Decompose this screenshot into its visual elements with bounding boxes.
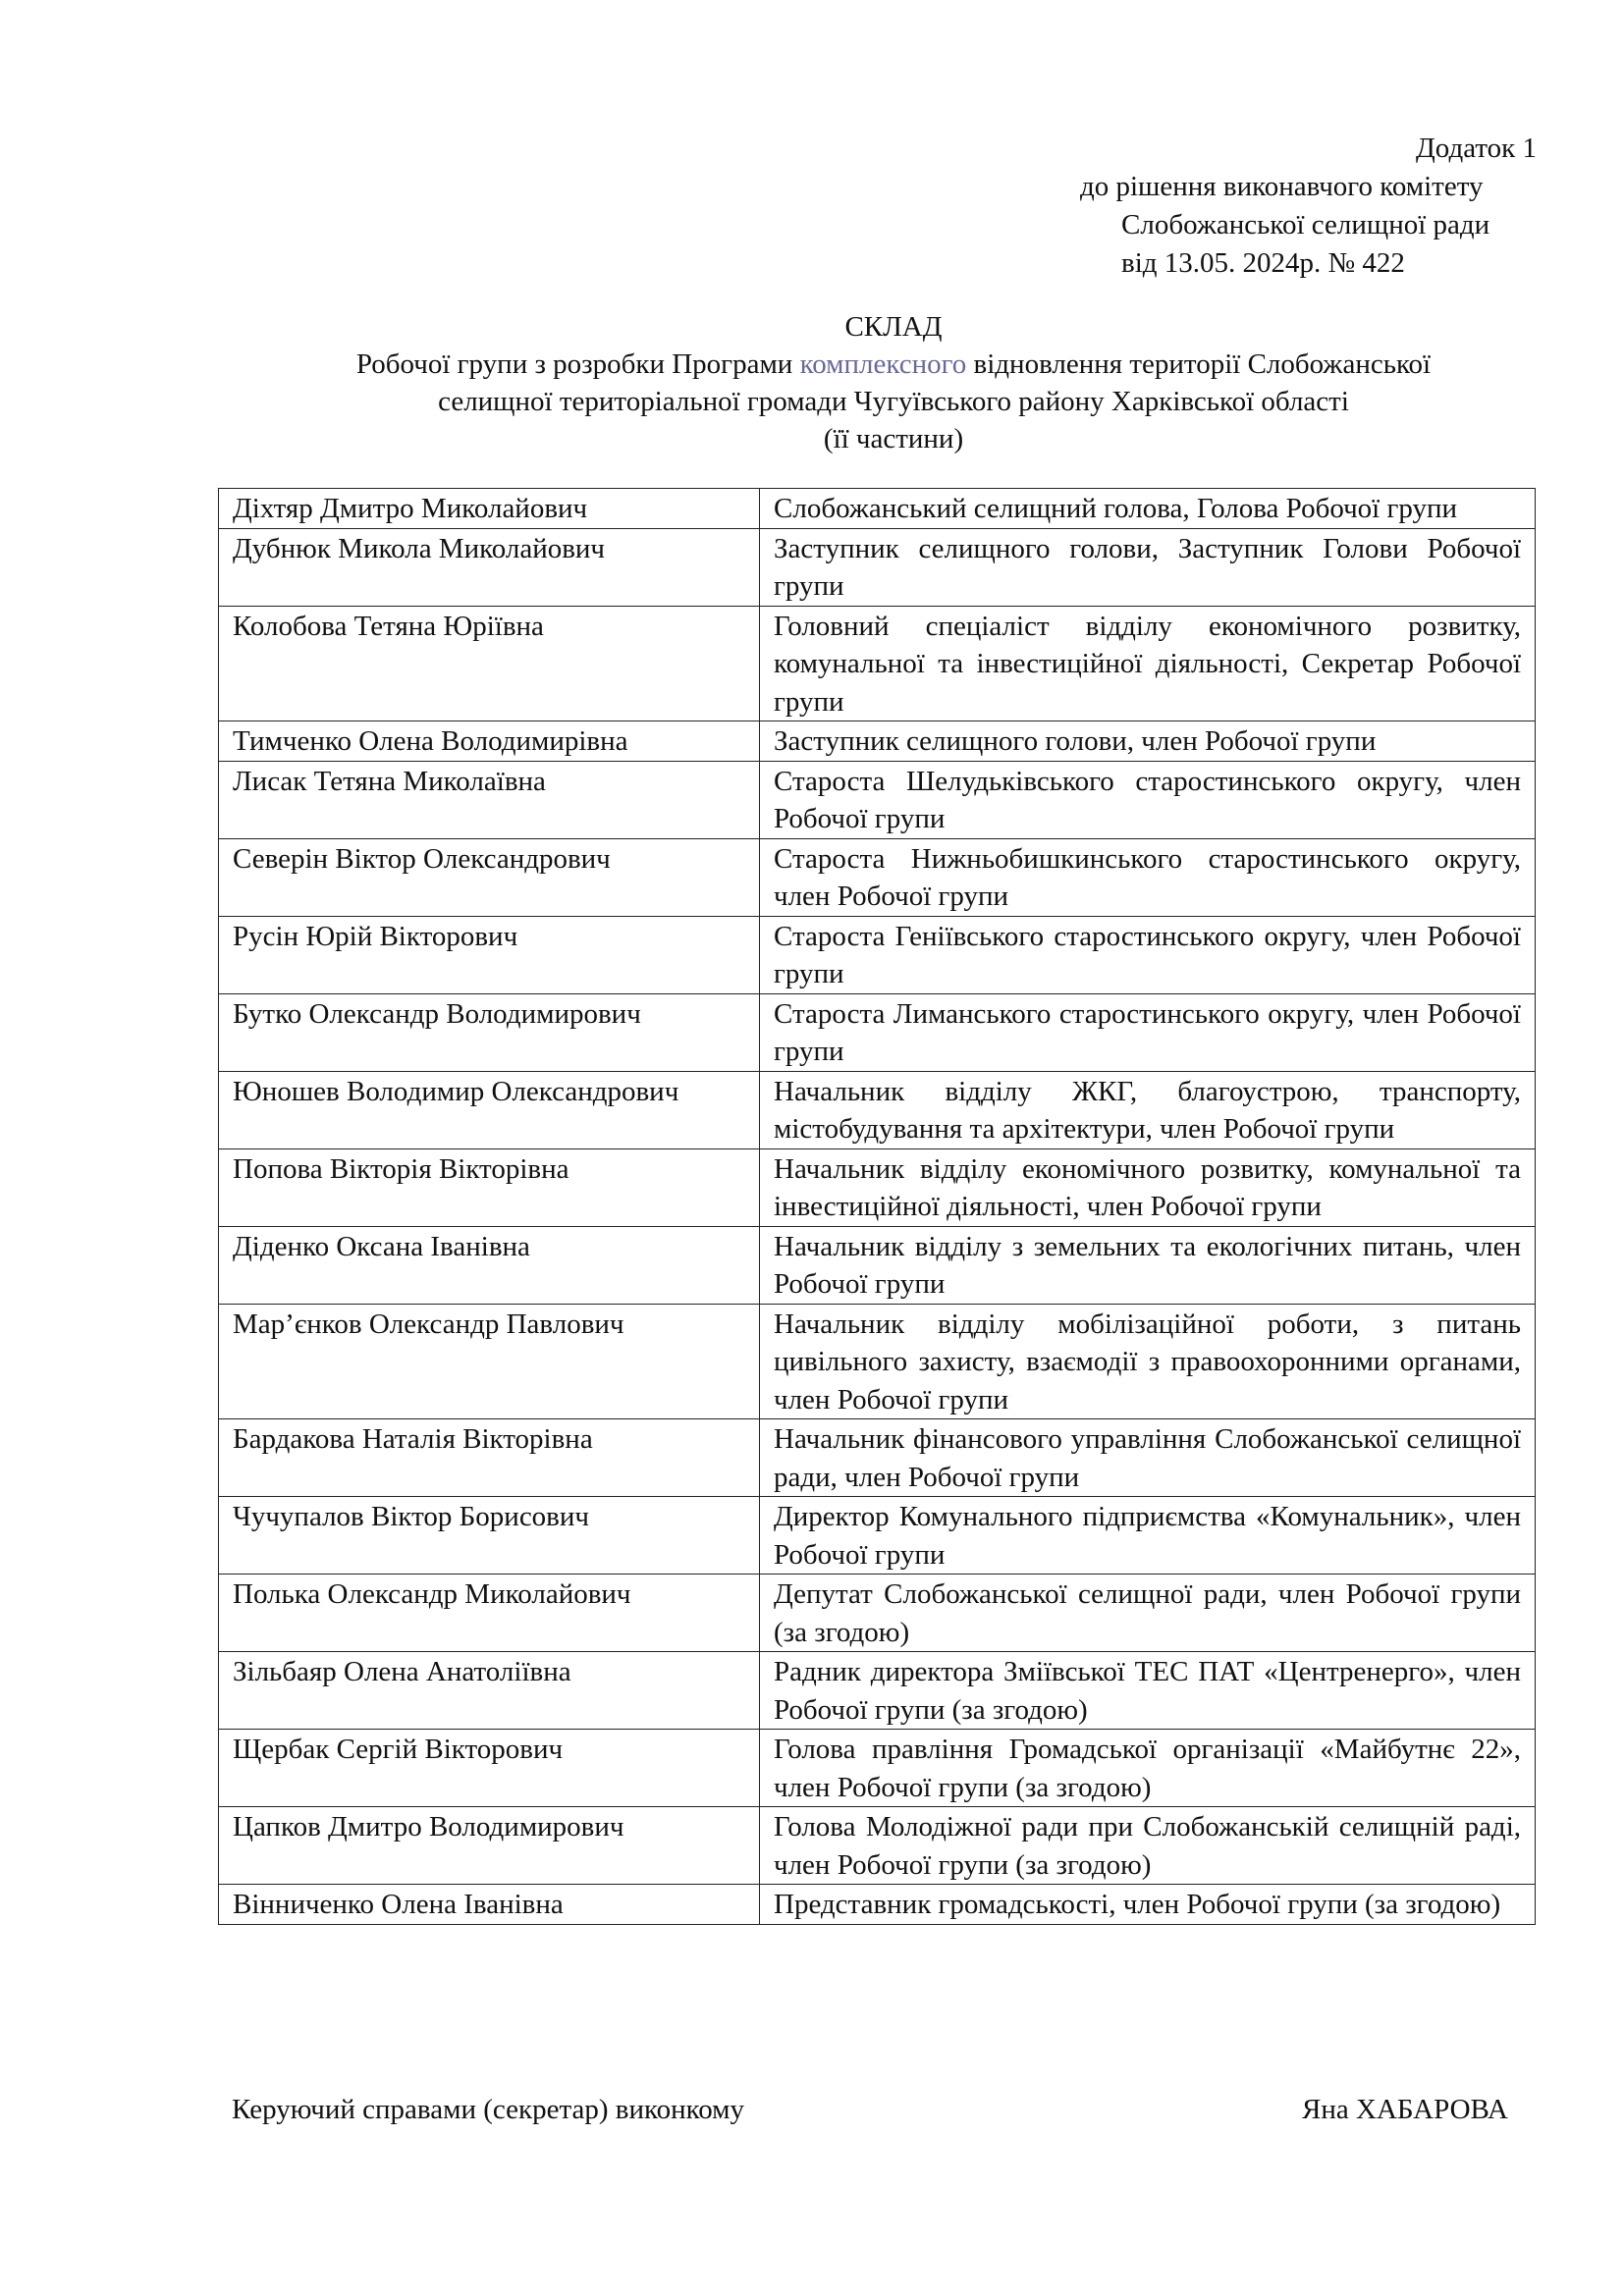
member-name: Вінниченко Олена Іванівна [219, 1885, 760, 1925]
table-row [219, 606, 1536, 721]
title-line-1-part-a: Робочої групи з розробки Програми [355, 348, 800, 380]
appendix-decision: до рішення виконавчого комітету [1080, 171, 1484, 202]
member-role: Голова правління Громадської організації «Майбутнє 22», член Робочої групи (за згодою) [760, 1730, 1536, 1807]
table-row [219, 1575, 1536, 1652]
signature-position: Керуючий справами (секретар) виконкому [232, 2094, 745, 2125]
table-row [219, 721, 1536, 762]
member-name: Дубнюк Микола Миколайович [219, 528, 760, 606]
table-row [219, 1885, 1536, 1925]
member-role: Головний спеціаліст відділу економічного розвитку, комунальної та інвестиційної діяльності, Секретар Робочої групи [760, 606, 1536, 721]
member-name: Цапков Дмитро Володимирович [219, 1807, 760, 1885]
appendix-council: Слобожанської селищної ради [1121, 209, 1490, 240]
member-role: Голова Молодіжної ради при Слобожанській селищній раді, член Робочої групи (за згодою) [760, 1807, 1536, 1885]
member-name: Полька Олександр Миколайович [219, 1575, 760, 1652]
member-name: Чучупалов Віктор Борисович [219, 1497, 760, 1575]
member-name: Юношев Володимир Олександрович [219, 1071, 760, 1148]
member-role: Начальник відділу ЖКГ, благоустрою, транспорту, містобудування та архітектури, член Робочої групи [760, 1071, 1536, 1148]
table-row [219, 1730, 1536, 1807]
member-role: Староста Шелудьківського старостинського округу, член Робочої групи [760, 761, 1536, 838]
table-row [219, 1071, 1536, 1148]
member-name: Діденко Оксана Іванівна [219, 1226, 760, 1304]
table-row [219, 1148, 1536, 1226]
title-line-1-part-c: відновлення території Слобожанської [966, 348, 1432, 380]
member-role: Староста Нижньобишкинського старостинського округу, член Робочої групи [760, 838, 1536, 916]
table-row [219, 916, 1536, 993]
member-role: Начальник відділу з земельних та екологічних питань, член Робочої групи [760, 1226, 1536, 1304]
member-role: Заступник селищного голови, Заступник Голови Робочої групи [760, 528, 1536, 606]
member-name: Щербак Сергій Вікторович [219, 1730, 760, 1807]
member-role: Радник директора Зміївської ТЕС ПАТ «Центренерго», член Робочої групи (за згодою) [760, 1652, 1536, 1730]
member-role: Депутат Слобожанської селищної ради, член Робочої групи (за згодою) [760, 1575, 1536, 1652]
member-role: Заступник селищного голови, член Робочої групи [760, 721, 1536, 762]
appendix-header [1080, 130, 1551, 283]
table-row [219, 838, 1536, 916]
member-role: Староста Геніївського старостинського округу, член Робочої групи [760, 916, 1536, 993]
title-line-1-highlight: комплексного [799, 348, 967, 380]
table-row [219, 1652, 1536, 1730]
member-name: Северін Віктор Олександрович [219, 838, 760, 916]
signature-block [232, 2091, 1508, 2128]
members-table-body [219, 489, 1536, 1925]
member-name: Русін Юрій Вікторович [219, 916, 760, 993]
member-role: Староста Лиманського старостинського округу, член Робочої групи [760, 993, 1536, 1071]
member-name: Бутко Олександр Володимирович [219, 993, 760, 1071]
table-row [219, 1419, 1536, 1497]
members-table [218, 488, 1536, 1925]
signature-name: Яна ХАБАРОВА [1302, 2094, 1508, 2125]
table-row [219, 1497, 1536, 1575]
member-name: Мар’єнков Олександр Павлович [219, 1304, 760, 1419]
title-line-3: (її частини) [823, 423, 964, 454]
member-name: Колобова Тетяна Юріївна [219, 606, 760, 721]
table-row [219, 1807, 1536, 1885]
member-name: Попова Вікторія Вікторівна [219, 1148, 760, 1226]
title-line-1 [0, 346, 1624, 383]
member-role: Начальник фінансового управління Слобожанської селищної ради, член Робочої групи [760, 1419, 1536, 1497]
member-role: Слобожанський селищний голова, Голова Робочої групи [760, 489, 1536, 529]
appendix-date: від 13.05. 2024р. № 422 [1121, 247, 1405, 279]
member-name: Тимченко Олена Володимирівна [219, 721, 760, 762]
table-row [219, 1226, 1536, 1304]
member-name: Зільбаяр Олена Анатоліївна [219, 1652, 760, 1730]
table-row [219, 993, 1536, 1071]
member-name: Діхтяр Дмитро Миколайович [219, 489, 760, 529]
member-role: Начальник відділу економічного розвитку, комунальної та інвестиційної діяльності, член Робочої групи [760, 1148, 1536, 1226]
member-role: Представник громадськості, член Робочої групи (за згодою) [760, 1885, 1536, 1925]
document-title [0, 308, 1624, 457]
table-row [219, 761, 1536, 838]
title-line-2: селищної територіальної громади Чугуївського району Харківської області [438, 386, 1349, 417]
member-role: Начальник відділу мобілізаційної роботи, з питань цивільного захисту, взаємодії з правоохоронними органами, член Робочої групи [760, 1304, 1536, 1419]
table-row [219, 1304, 1536, 1419]
title-heading: СКЛАД [844, 311, 943, 343]
appendix-number: Додаток 1 [1416, 133, 1537, 164]
member-name: Бардакова Наталія Вікторівна [219, 1419, 760, 1497]
member-role: Директор Комунального підприємства «Комунальник», член Робочої групи [760, 1497, 1536, 1575]
table-row [219, 489, 1536, 529]
member-name: Лисак Тетяна Миколаївна [219, 761, 760, 838]
table-row [219, 528, 1536, 606]
